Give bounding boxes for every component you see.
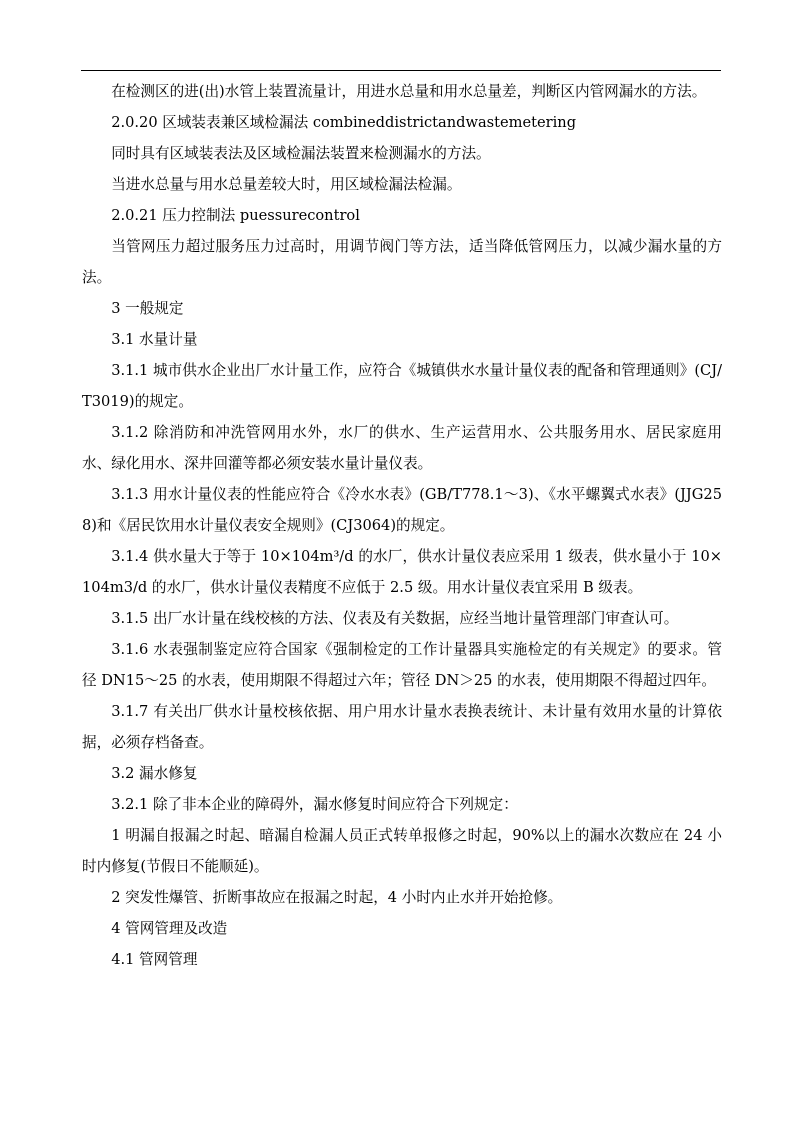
section-heading: 4.1 管网管理 xyxy=(111,951,198,968)
paragraph: 同时具有区域装表法及区域检漏法装置来检测漏水的方法。 xyxy=(111,145,491,162)
clause: 3.1.7 有关出厂供水计量校核依据、用户用水计量水表换表统计、未计量有效用水量的计算依据，必须存档备查。 xyxy=(82,703,722,751)
clause: 3.1.6 水表强制鉴定应符合国家《强制检定的工作计量器具实施检定的有关规定》的要求。管径 DN15～25 的水表，使用期限不得超过六年；管径 DN＞25 的水表，使用期限不得超过四年。 xyxy=(82,641,722,689)
clause: 3.1.5 出厂水计量在线校核的方法、仪表及有关数据，应经当地计量管理部门审查认可。 xyxy=(111,610,679,627)
section-heading: 3.1 水量计量 xyxy=(111,331,198,348)
paragraph: 当管网压力超过服务压力过高时，用调节阀门等方法，适当降低管网压力，以减少漏水量的方法。 xyxy=(82,238,722,286)
clause: 3.1.4 供水量大于等于 10×104m³/d 的水厂，供水计量仪表应采用 1 级表，供水量小于 10×104m3/d 的水厂，供水计量仪表精度不应低于 2.5 级。用水计量仪表宜采用 B 级表。 xyxy=(82,548,722,596)
list-item: 2 突发性爆管、折断事故应在报漏之时起，4 小时内止水并开始抢修。 xyxy=(111,889,563,906)
paragraph: 当进水总量与用水总量差较大时，用区域检漏法检漏。 xyxy=(111,176,462,193)
chapter-heading: 3 一般规定 xyxy=(111,300,184,317)
chapter-heading: 4 管网管理及改造 xyxy=(111,920,228,937)
paragraph: 在检测区的进(出)水管上装置流量计，用进水总量和用水总量差，判断区内管网漏水的方法。 xyxy=(111,83,707,100)
section-heading: 2.0.20 区域装表兼区域检漏法 combineddistrictandwastemetering xyxy=(111,114,577,131)
header-rule xyxy=(81,70,721,71)
clause: 3.1.1 城市供水企业出厂水计量工作，应符合《城镇供水水量计量仪表的配备和管理通则》(CJ/T3019)的规定。 xyxy=(82,362,722,410)
clause: 3.1.2 除消防和冲洗管网用水外，水厂的供水、生产运营用水、公共服务用水、居民家庭用水、绿化用水、深井回灌等都必须安装水量计量仪表。 xyxy=(82,424,722,472)
document-body xyxy=(82,76,722,975)
clause: 3.2.1 除了非本企业的障碍外，漏水修复时间应符合下列规定： xyxy=(111,796,518,813)
section-heading: 2.0.21 压力控制法 puessurecontrol xyxy=(111,207,360,224)
section-heading: 3.2 漏水修复 xyxy=(111,765,198,782)
clause: 3.1.3 用水计量仪表的性能应符合《冷水水表》(GB/T778.1～3)、《水平螺翼式水表》(JJG258)和《居民饮用水计量仪表安全规则》(CJ3064)的规定。 xyxy=(82,486,722,534)
list-item: 1 明漏自报漏之时起、暗漏自检漏人员正式转单报修之时起，90%以上的漏水次数应在 24 小时内修复(节假日不能顺延)。 xyxy=(82,827,722,875)
